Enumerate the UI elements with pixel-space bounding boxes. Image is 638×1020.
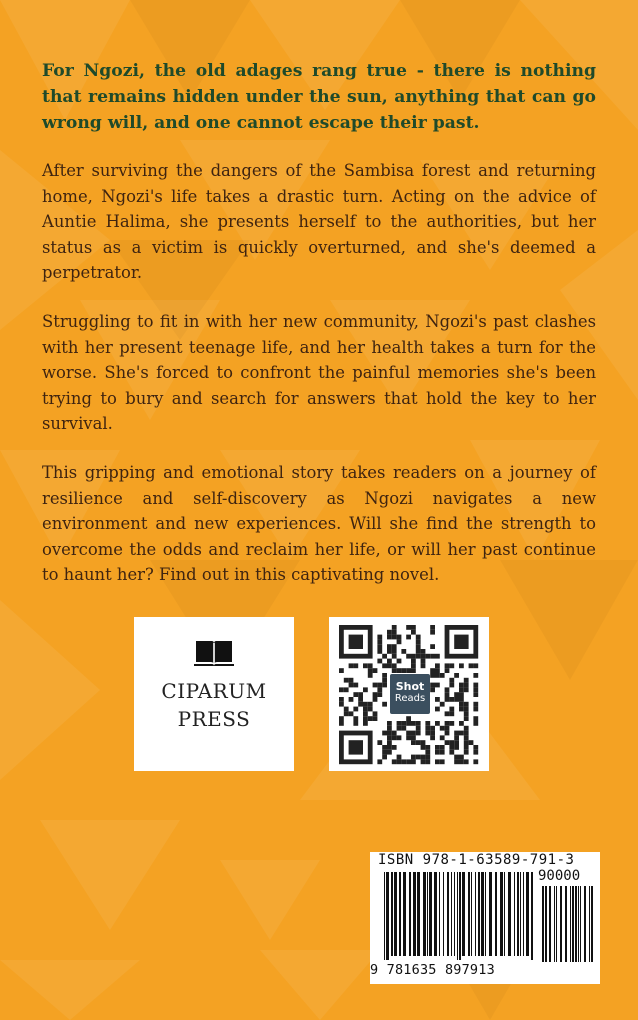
blurb-paragraph-1: After surviving the dangers of the Sambisa forest and returning home, Ngozi's life takes a drastic turn. Acting on the advice of Auntie Halima, she presents herself to the authorities, but her status as a victim is quickly overturned, and she's deemed a perpetrator.: [42, 161, 596, 283]
open-book-icon: [194, 637, 234, 667]
price-code: 90000: [538, 868, 581, 884]
publisher-logo: [134, 617, 294, 771]
badge-line2: Reads: [394, 693, 426, 704]
publisher-name-line1: CIPARUM: [161, 679, 267, 703]
shotreads-badge: [390, 674, 430, 714]
ean-digits: 9 781635 897913: [370, 962, 495, 978]
blurb-lead: For Ngozi, the old adages rang true - there is nothing that remains hidden under the sun, anything that can go wrong will, and one cannot escape their past.: [42, 61, 596, 133]
blurb-paragraph-2: Struggling to fit in with her new community, Ngozi's past clashes with her present teenage life, and her health takes a turn for the worse. She's forced to confront the painful memories she's been trying to bury and search for answers that hold the key to her survival.: [42, 311, 596, 434]
publisher-name-line2: PRESS: [177, 707, 251, 731]
qr-code[interactable]: [329, 617, 489, 771]
blurb-paragraph-3: This gripping and emotional story takes readers on a journey of resilience and self-discovery as Ngozi navigates a new environment and new experiences. Will she find the strength to overcome the odds and reclaim her life, or will her past continue to haunt her? Find out in this captivating novel.: [42, 462, 596, 585]
badge-line1: Shot: [395, 680, 425, 693]
isbn-barcode: [370, 852, 600, 984]
back-cover-blurb: [42, 58, 596, 611]
isbn-number: ISBN 978-1-63589-791-3: [378, 852, 575, 868]
